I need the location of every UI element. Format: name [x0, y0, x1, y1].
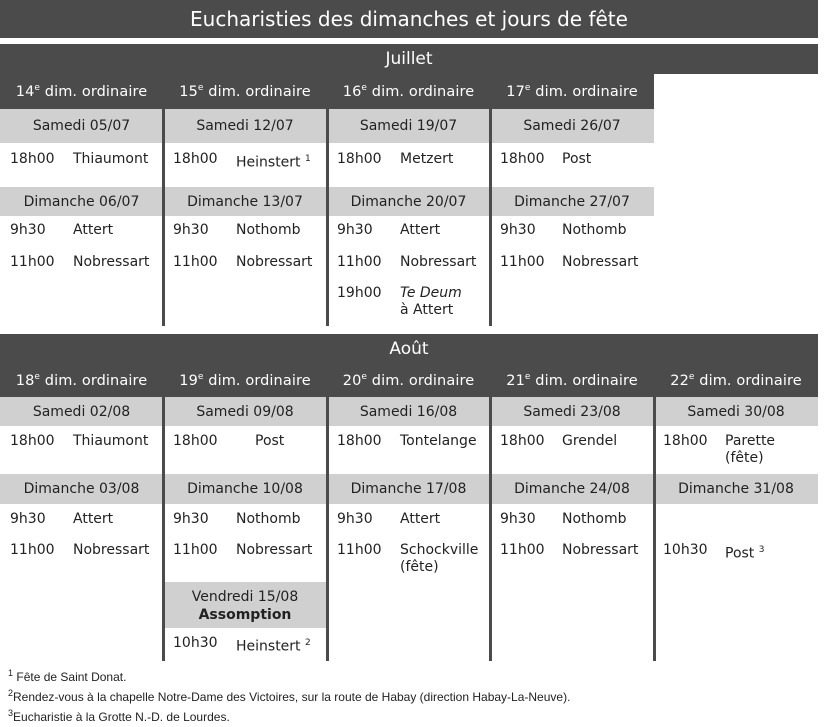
mass-place [725, 433, 775, 467]
month-header-july [0, 44, 818, 74]
mass-time: 11h00 [337, 542, 382, 558]
mass-time: 9h30 [10, 511, 46, 527]
date-text: Dimanche 10/08 [187, 481, 303, 497]
col-header-text [343, 83, 474, 100]
dim-num: 14 [15, 83, 35, 100]
mass-place [400, 542, 478, 576]
col-header [490, 74, 654, 109]
footnote-text: Rendez-vous à la chapelle Notre-Dame des Victoires, sur la route de Habay (direction Habay-La-Neuve). [13, 690, 571, 704]
col-header-text [16, 372, 147, 389]
mass-time: 9h30 [500, 222, 536, 238]
mass-entry [173, 542, 323, 562]
dim-num: 22 [670, 372, 689, 389]
col-header [327, 74, 490, 109]
mass-place: Thiaumont [73, 151, 149, 167]
sunday-date [327, 474, 490, 504]
column-divider [489, 364, 492, 661]
mass-entry [10, 433, 160, 453]
mass-place: Nobressart [236, 254, 313, 270]
month-name-august: Août [389, 339, 429, 359]
mass-time: 9h30 [173, 511, 209, 527]
mass-entry [663, 433, 813, 471]
mass-time: 11h00 [10, 254, 55, 270]
saturday-date [163, 397, 327, 426]
dim-sup: e [688, 372, 695, 383]
date-text: Samedi 26/07 [523, 118, 621, 134]
col-header [163, 74, 327, 109]
footnote-number: 3 [8, 708, 14, 718]
dim-sup: e [197, 83, 204, 94]
saturday-date [0, 109, 163, 143]
footnote-number: 1 [8, 668, 14, 678]
column-divider [326, 74, 329, 326]
col-header-text [506, 83, 637, 100]
dim-sup: e [524, 83, 531, 94]
saturday-date [0, 397, 163, 426]
date-text: Dimanche 31/08 [678, 481, 794, 497]
mass-time: 11h00 [173, 542, 218, 558]
mass-place [400, 285, 462, 319]
mass-place: Attert [73, 511, 114, 527]
dim-rest: dim. ordinaire [530, 372, 638, 389]
footnote-ref: 3 [758, 545, 765, 555]
date-text: Samedi 05/07 [32, 118, 131, 134]
col-header [490, 364, 654, 397]
mass-place-extra: (fête) [725, 450, 764, 466]
date-text: Samedi 12/07 [196, 118, 294, 134]
mass-place-text: Parette [725, 433, 776, 449]
date-text: Dimanche 13/07 [187, 193, 303, 210]
mass-place: Thiaumont [73, 433, 149, 449]
mass-entry [10, 254, 160, 274]
sunday-date [0, 474, 163, 504]
mass-time: 18h00 [500, 433, 545, 449]
mass-time: 18h00 [337, 433, 382, 449]
dim-sup: e [361, 83, 368, 94]
col-header-text [506, 372, 637, 389]
column-divider [489, 74, 492, 326]
mass-place: Nobressart [562, 254, 639, 270]
mass-entry [10, 222, 160, 242]
saturday-date [490, 397, 654, 426]
mass-entry [337, 151, 487, 171]
date-text: Samedi 30/08 [687, 403, 785, 420]
feast-day-date: Vendredi 15/08 [191, 589, 299, 605]
column-divider [653, 364, 656, 661]
mass-entry [173, 635, 323, 655]
sunday-date [327, 187, 490, 216]
col-header [0, 74, 163, 109]
mass-time: 9h30 [337, 222, 373, 238]
mass-place: Nobressart [73, 254, 150, 270]
mass-entry [500, 222, 650, 242]
mass-entry [337, 285, 487, 323]
mass-time: 9h30 [500, 511, 536, 527]
saturday-date [327, 397, 490, 426]
feast-day-header [163, 582, 327, 628]
dim-rest: dim. ordinaire [694, 372, 802, 389]
mass-entry [337, 542, 487, 580]
dim-num: 19 [179, 372, 198, 389]
dim-rest: dim. ordinaire [367, 372, 475, 389]
column-divider [326, 364, 329, 661]
mass-place-extra: (fête) [400, 559, 439, 575]
footnote-number: 2 [8, 688, 14, 698]
mass-entry [500, 511, 650, 531]
mass-time: 19h00 [337, 285, 382, 301]
te-deum-label: Te Deum [400, 285, 462, 301]
col-header [163, 364, 327, 397]
mass-time: 11h00 [10, 542, 55, 558]
mass-place: Nothomb [562, 222, 627, 238]
col-header-text [179, 372, 310, 389]
footnote [8, 668, 818, 684]
mass-entry [173, 254, 323, 274]
col-header [0, 364, 163, 397]
saturday-date [490, 109, 654, 143]
date-text: Samedi 02/08 [32, 403, 131, 420]
mass-place: Nobressart [73, 542, 150, 558]
mass-entry [500, 542, 650, 562]
mass-time: 11h00 [337, 254, 382, 270]
mass-time: 11h00 [173, 254, 218, 270]
mass-place: Attert [400, 222, 441, 238]
dim-rest: dim. ordinaire [203, 83, 311, 100]
mass-place-text: Post [725, 545, 755, 562]
mass-entry [500, 151, 650, 171]
col-header [327, 364, 490, 397]
mass-entry [500, 254, 650, 274]
dim-num: 16 [342, 83, 362, 100]
date-text: Dimanche 24/08 [514, 481, 630, 497]
mass-time: 9h30 [10, 222, 46, 238]
date-text: Samedi 09/08 [196, 403, 294, 420]
mass-time: 18h00 [173, 151, 218, 167]
feast-day-name: Assomption [198, 607, 292, 623]
mass-place: Post [562, 151, 592, 167]
mass-place: Nothomb [236, 222, 301, 238]
mass-place: Attert [400, 511, 441, 527]
saturday-date [327, 109, 490, 143]
mass-place-text: Schockville [400, 542, 479, 558]
mass-entry [173, 151, 323, 171]
mass-place [725, 542, 764, 563]
page-title-text: Eucharisties des dimanches et jours de fête [190, 7, 628, 31]
mass-time: 10h30 [173, 635, 218, 651]
mass-time: 11h00 [500, 542, 545, 558]
mass-place [236, 151, 311, 172]
mass-place-text: Heinstert [236, 154, 301, 171]
te-deum-location: à Attert [400, 302, 454, 318]
footnote-text: Fête de Saint Donat. [16, 670, 127, 684]
mass-time: 18h00 [10, 433, 55, 449]
mass-place: Nothomb [236, 511, 301, 527]
dim-rest: dim. ordinaire [367, 83, 475, 100]
footnote [8, 688, 818, 704]
mass-place [236, 635, 311, 656]
mass-place: Nobressart [236, 542, 313, 558]
mass-place: Metzert [400, 151, 454, 167]
saturday-date [163, 109, 327, 143]
mass-entry [337, 511, 487, 531]
mass-entry [173, 511, 323, 531]
dim-num: 20 [342, 372, 362, 389]
dim-num: 17 [506, 83, 525, 100]
mass-time: 18h00 [173, 433, 218, 449]
mass-place-text: Heinstert [236, 638, 301, 655]
mass-entry [10, 511, 160, 531]
col-header-text [179, 83, 310, 100]
col-header [654, 364, 818, 397]
dim-rest: dim. ordinaire [530, 83, 638, 100]
date-text: Samedi 23/08 [523, 403, 621, 420]
mass-place: Grendel [562, 433, 618, 449]
mass-time: 18h00 [10, 151, 55, 167]
mass-entry [337, 254, 487, 274]
mass-time: 9h30 [173, 222, 209, 238]
sunday-date [490, 474, 654, 504]
footnote [8, 708, 818, 724]
sunday-date [0, 187, 163, 216]
footnote-ref: 1 [305, 154, 311, 164]
dim-sup: e [34, 372, 41, 383]
mass-entry [337, 433, 487, 453]
date-text: Dimanche 06/07 [23, 193, 140, 210]
mass-entry [500, 433, 650, 453]
dim-num: 18 [15, 372, 35, 389]
mass-entry [337, 222, 487, 242]
date-text: Dimanche 17/08 [350, 481, 467, 497]
dim-sup: e [197, 372, 204, 383]
mass-place: Tontelange [400, 433, 477, 449]
mass-entry [10, 151, 160, 171]
sunday-date [163, 187, 327, 216]
mass-entry [663, 542, 813, 562]
mass-time: 9h30 [337, 511, 373, 527]
date-text: Dimanche 20/07 [350, 193, 467, 210]
col-header-text [343, 372, 474, 389]
sunday-date [163, 474, 327, 504]
footnote-ref: 2 [305, 638, 311, 648]
col-header-text [670, 372, 801, 389]
mass-time: 10h30 [663, 542, 708, 558]
column-divider [162, 74, 165, 326]
dim-rest: dim. ordinaire [40, 83, 148, 100]
date-text: Dimanche 03/08 [23, 481, 140, 497]
footnote-text: Eucharistie à la Grotte N.-D. de Lourdes. [13, 710, 230, 724]
dim-rest: dim. ordinaire [40, 372, 148, 389]
mass-place: Attert [73, 222, 114, 238]
col-header-text [16, 83, 147, 100]
mass-place: Nobressart [400, 254, 477, 270]
dim-num: 15 [179, 83, 198, 100]
mass-time: 18h00 [663, 433, 708, 449]
sunday-date [490, 187, 654, 216]
sunday-date [654, 474, 818, 504]
mass-place: Nothomb [562, 511, 627, 527]
month-header-august [0, 334, 818, 364]
mass-entry [10, 542, 160, 562]
mass-time: 11h00 [500, 254, 545, 270]
mass-entry [173, 433, 323, 453]
mass-time: 18h00 [500, 151, 545, 167]
date-text: Samedi 19/07 [359, 118, 458, 134]
dim-rest: dim. ordinaire [203, 372, 311, 389]
mass-entry [173, 222, 323, 242]
dim-sup: e [361, 372, 368, 383]
dim-sup: e [34, 83, 41, 94]
mass-time: 18h00 [337, 151, 382, 167]
column-divider [162, 364, 165, 661]
date-text: Samedi 16/08 [359, 403, 458, 420]
mass-place: Nobressart [562, 542, 639, 558]
page-title [0, 0, 818, 38]
dim-num: 21 [506, 372, 525, 389]
dim-sup: e [524, 372, 531, 383]
date-text: Dimanche 27/07 [514, 193, 630, 210]
saturday-date [654, 397, 818, 426]
month-name-july: Juillet [385, 49, 433, 69]
mass-place: Post [255, 433, 285, 449]
